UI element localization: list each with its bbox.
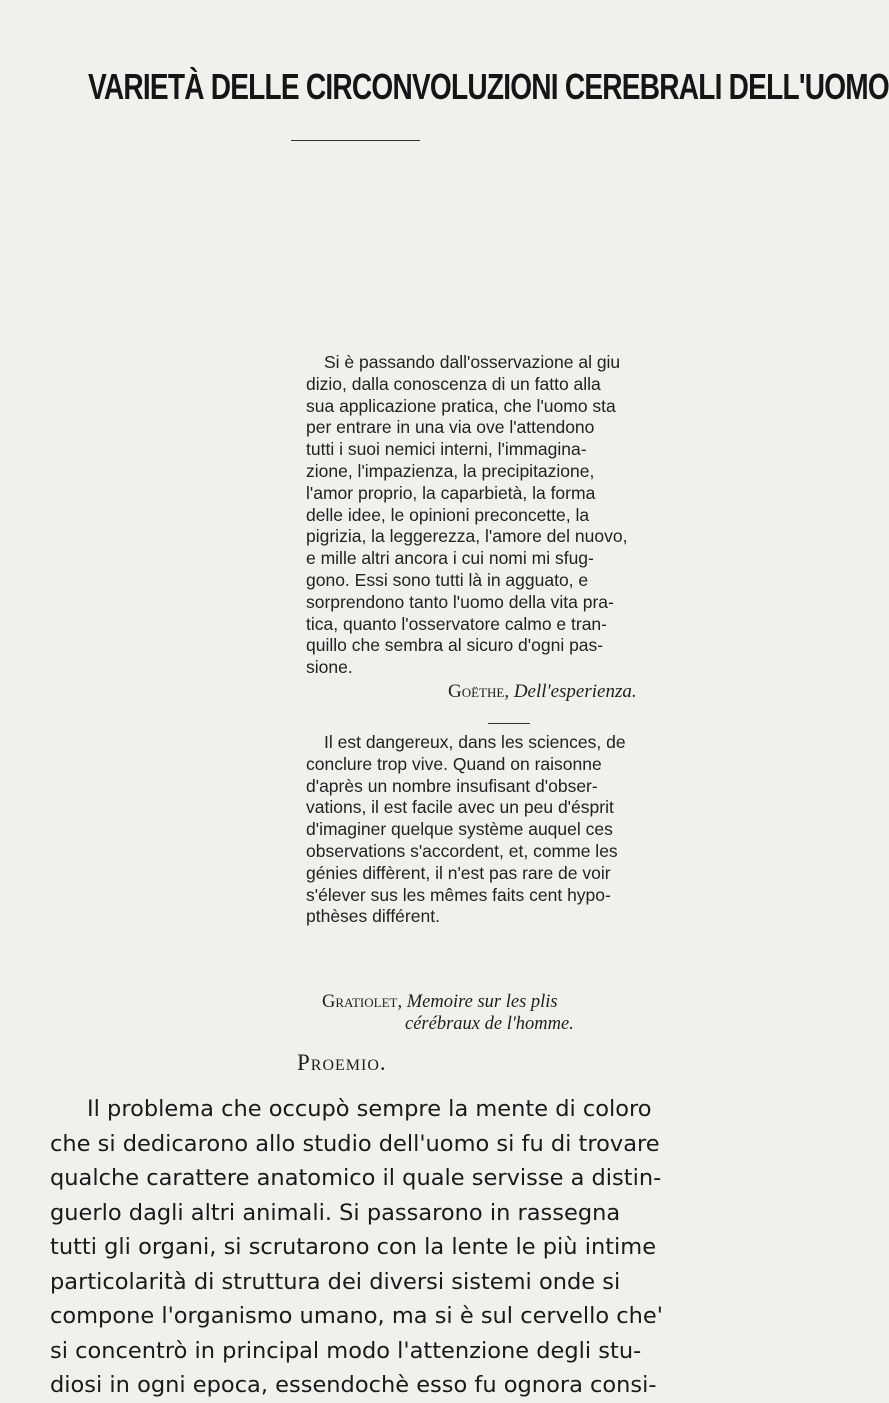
epigraph-gratiolet-attribution — [322, 991, 574, 1035]
body-line: compone l'organismo umano, ma si è sul cervello che' — [50, 1303, 663, 1329]
body-line: Il problema che occupò sempre la mente di coloro — [87, 1096, 652, 1122]
epigraph-line: d'après un nombre insufisant d'obser- — [306, 775, 598, 796]
epigraph-line: Si è passando dall'osservazione al giu — [324, 352, 621, 372]
epigraph-gratiolet — [306, 732, 668, 928]
epigraph-line: tutti i suoi nemici interni, l'immagina- — [306, 439, 587, 460]
epigraph-line: dizio, dalla conoscenza di un fatto alla — [306, 373, 601, 394]
epigraph-line: l'amor proprio, la caparbietà, la forma — [306, 482, 596, 503]
epigraph-line: e mille altri ancora i cui nomi mi sfug- — [306, 548, 594, 569]
epigraph-line: génies diffèrent, il n'est pas rare de voir — [306, 862, 611, 883]
epigraph-goethe — [306, 352, 668, 679]
epigraph-line: pigrizia, la leggerezza, l'amore del nuovo, — [306, 526, 628, 547]
epigraph-line: quillo che sembra al sicuro d'ogni pas- — [306, 635, 604, 656]
body-line: qualche carattere anatomico il quale servisse a distin- — [50, 1165, 662, 1191]
body-line: tutti gli organi, si scrutarono con la lente le più intime — [50, 1234, 657, 1260]
epigraph-line: sione. — [306, 657, 353, 678]
epigraph-line: zione, l'impazienza, la precipitazione, — [306, 460, 595, 481]
body-line: diosi in ogni epoca, essendochè esso fu ognora consi- — [50, 1372, 657, 1398]
attribution-author: Gratiolet, — [322, 992, 403, 1012]
epigraph-line: s'élever sus les mêmes faits cent hypo- — [306, 884, 611, 905]
page-title: VARIETÀ DELLE CIRCONVOLUZIONI CEREBRALI DELL'UOMO — [88, 66, 889, 107]
epigraph-line: sorprendono tanto l'uomo della vita pra- — [306, 591, 614, 612]
epigraph-line: delle idee, le opinioni preconcette, la — [306, 504, 590, 525]
body-line: che si dedicarono allo studio dell'uomo si fu di trovare — [50, 1130, 660, 1157]
epigraph-line: gono. Essi sono tutti là in agguato, e — [306, 569, 589, 590]
epigraph-line: vations, il est facile avec un peu d'ésprit — [306, 797, 614, 818]
epigraph-divider — [488, 723, 530, 724]
attribution-work-continued: cérébraux de l'homme. — [405, 1014, 574, 1034]
body-line: guerlo dagli altri animali. Si passarono in rassegna — [50, 1199, 621, 1226]
epigraph-line: conclure trop vive. Quand on raisonne — [306, 753, 602, 774]
section-heading: Proemio. — [297, 1050, 387, 1075]
attribution-work: Memoire sur les plis — [406, 992, 558, 1012]
epigraph-line: sua applicazione pratica, che l'uomo sta — [306, 395, 616, 416]
epigraph-goethe-attribution — [448, 681, 637, 703]
epigraph-line: per entrare in una via ove l'attendono — [306, 417, 595, 438]
epigraph-line: pthèses différent. — [306, 906, 440, 927]
epigraph-line: tica, quanto l'osservatore calmo e tran- — [306, 613, 607, 634]
title-divider — [291, 140, 420, 141]
body-line: particolarità di struttura dei diversi sistemi onde si — [50, 1268, 621, 1295]
epigraph-line: observations s'accordent, et, comme les — [306, 840, 618, 861]
body-paragraph — [50, 1092, 750, 1403]
attribution-author: Goëthe, — [448, 681, 510, 702]
epigraph-line: d'imaginer quelque système auquel ces — [306, 819, 613, 840]
body-line: si concentrò in principal modo l'attenzione degli stu- — [50, 1337, 642, 1364]
attribution-work: Dell'esperienza. — [513, 681, 637, 702]
epigraph-line: Il est dangereux, dans les sciences, de — [324, 732, 626, 752]
